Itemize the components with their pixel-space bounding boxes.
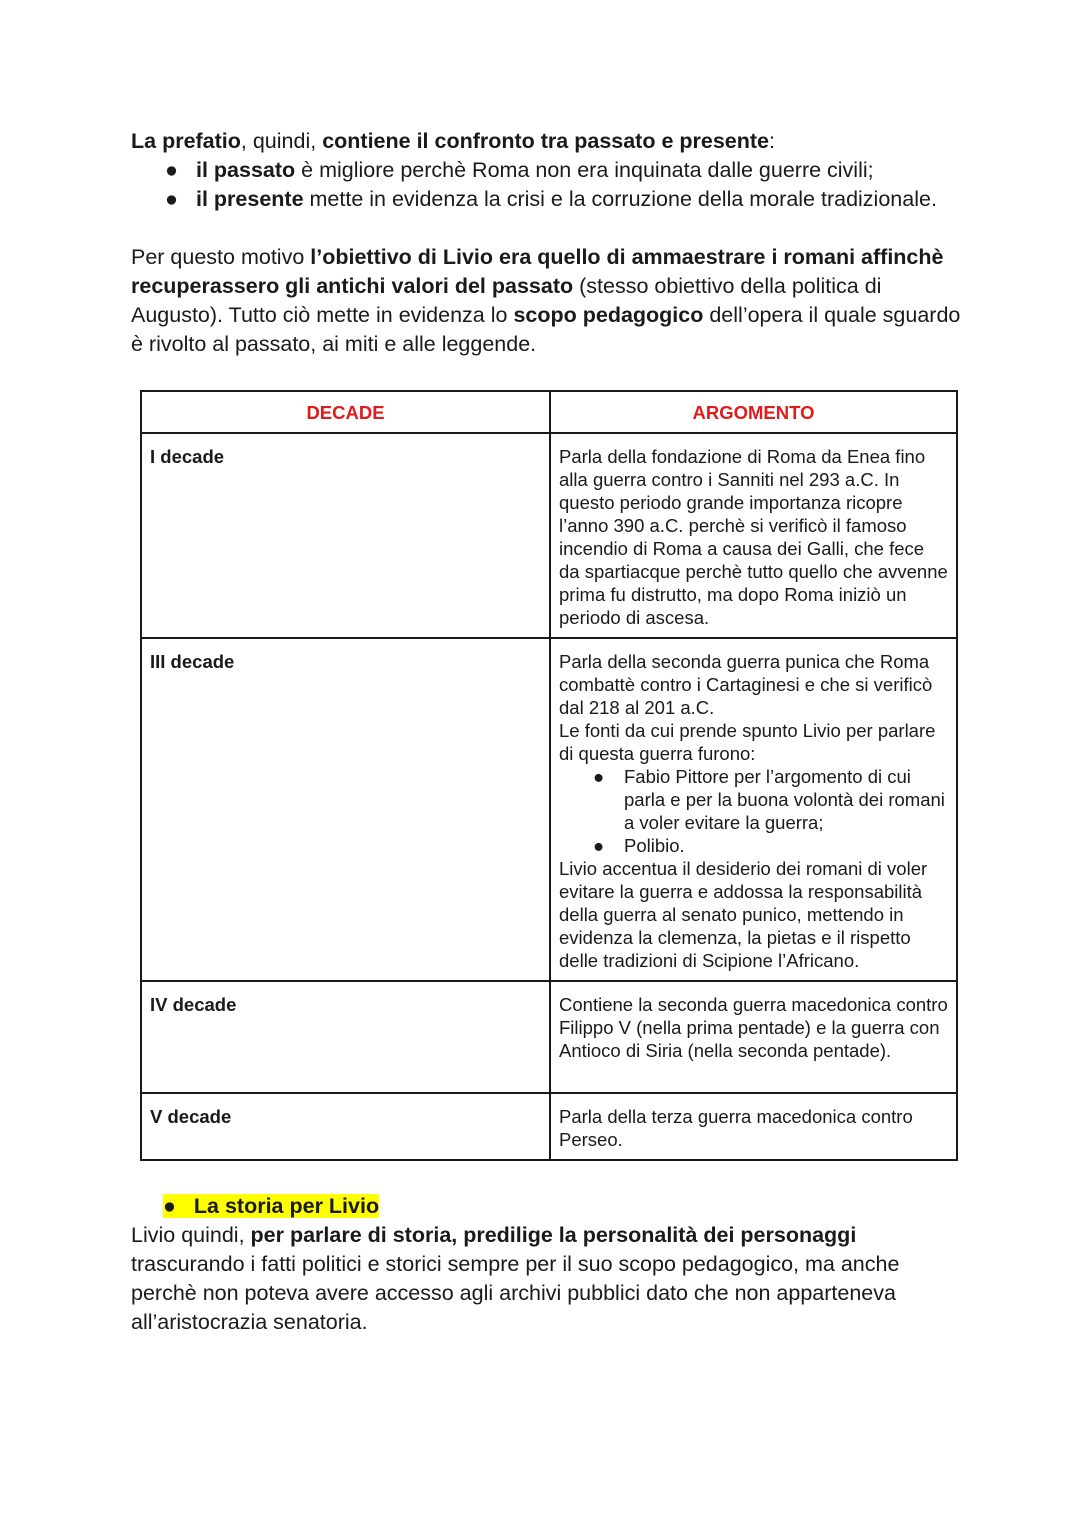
text-span: è migliore perchè Roma non era inquinata dalle guerre civili; <box>295 158 874 182</box>
text-span: Polibio. <box>624 835 685 856</box>
text-span: dell’opera il quale sguardo è rivolto al passato, ai miti e alle leggende. <box>131 303 961 356</box>
prefatio-term: La prefatio <box>131 129 241 153</box>
bold-span: il presente <box>196 187 304 211</box>
text-span: : <box>769 129 775 153</box>
purpose-paragraph <box>131 243 961 359</box>
header-decade: DECADE <box>141 391 550 433</box>
document-page <box>131 127 961 1337</box>
prefatio-paragraph <box>131 127 961 156</box>
argomento-cell: Parla della terza guerra macedonica contro Perseo. <box>550 1093 957 1160</box>
bullet-icon: ● <box>165 187 178 211</box>
decade-cell: V decade <box>141 1093 550 1160</box>
header-argomento: ARGOMENTO <box>550 391 957 433</box>
text-span: (stesso obiettivo della politica di Augusto). Tutto ciò mette in evidenza lo <box>131 274 882 327</box>
list-item <box>131 185 961 214</box>
text-span: Fabio Pittore per l’argomento di cui parla e per la buona volontà dei romani a voler evitare la guerra; <box>624 766 945 833</box>
decade-cell: IV decade <box>141 981 550 1093</box>
list-item <box>131 156 961 185</box>
table-header-row <box>141 391 957 433</box>
decade-cell: III decade <box>141 638 550 981</box>
text-span: Livio quindi, <box>131 1223 251 1247</box>
bold-span: scopo pedagogico <box>513 303 704 327</box>
sources-list <box>559 765 948 857</box>
cell-text: Livio accentua il desiderio dei romani di voler evitare la guerra e addossa la responsabilità della guerra al senato punico, mettendo in evidenza la clemenza, la pietas e il rispetto delle tradizioni di Scipione l’Africano. <box>559 858 928 971</box>
comparison-list <box>131 156 961 214</box>
list-item <box>559 765 948 834</box>
argomento-cell: Contiene la seconda guerra macedonica contro Filippo V (nella prima pentade) e la guerra con Antioco di Siria (nella seconda pentade). <box>550 981 957 1093</box>
argomento-cell <box>550 638 957 981</box>
decade-cell: I decade <box>141 433 550 638</box>
text-span: , quindi, <box>240 129 323 153</box>
text-span: Per questo motivo <box>131 245 311 269</box>
text-span: mette in evidenza la crisi e la corruzione della morale tradizionale. <box>303 187 937 211</box>
argomento-cell: Parla della fondazione di Roma da Enea fino alla guerra contro i Sanniti nel 293 a.C. In questo periodo grande importanza ricopre l’anno 390 a.C. perchè si verificò il famoso incendio di Roma a causa dei Galli, che fece da spartiacque perchè tutto quello che avvenne prima fu distrutto, ma dopo Roma iniziò un periodo di ascesa. <box>550 433 957 638</box>
bold-span: il passato <box>196 158 296 182</box>
cell-text: Le fonti da cui prende spunto Livio per parlare di questa guerra furono: <box>559 720 936 764</box>
cell-text: Parla della seconda guerra punica che Roma combattè contro i Cartaginesi e che si verificò dal 218 al 201 a.C. <box>559 651 933 718</box>
bullet-icon: ● <box>593 835 605 856</box>
bold-span: l’obiettivo di Livio era quello di ammaestrare i romani affinchè recuperassero gli antichi valori del passato <box>131 245 944 298</box>
bold-span: per parlare di storia, predilige la personalità dei personaggi <box>250 1223 857 1247</box>
decades-table <box>140 390 958 1161</box>
text-span: trascurando i fatti politici e storici sempre per il suo scopo pedagogico, ma anche perchè non poteva avere accesso agli archivi pubblici dato che non apparteneva all’aristocrazia senatoria. <box>131 1252 900 1334</box>
table-row <box>141 433 957 638</box>
highlighted-heading: ● La storia per Livio <box>163 1194 380 1218</box>
table-row <box>141 638 957 981</box>
bullet-icon: ● <box>593 766 605 787</box>
table-row <box>141 981 957 1093</box>
history-paragraph <box>131 1221 961 1337</box>
text-span: La storia per Livio <box>193 1194 380 1218</box>
table-row <box>141 1093 957 1160</box>
bold-span: contiene il confronto tra passato e presente <box>322 129 770 153</box>
section-heading <box>131 1192 961 1221</box>
bullet-icon: ● <box>165 158 178 182</box>
list-item <box>559 834 948 857</box>
